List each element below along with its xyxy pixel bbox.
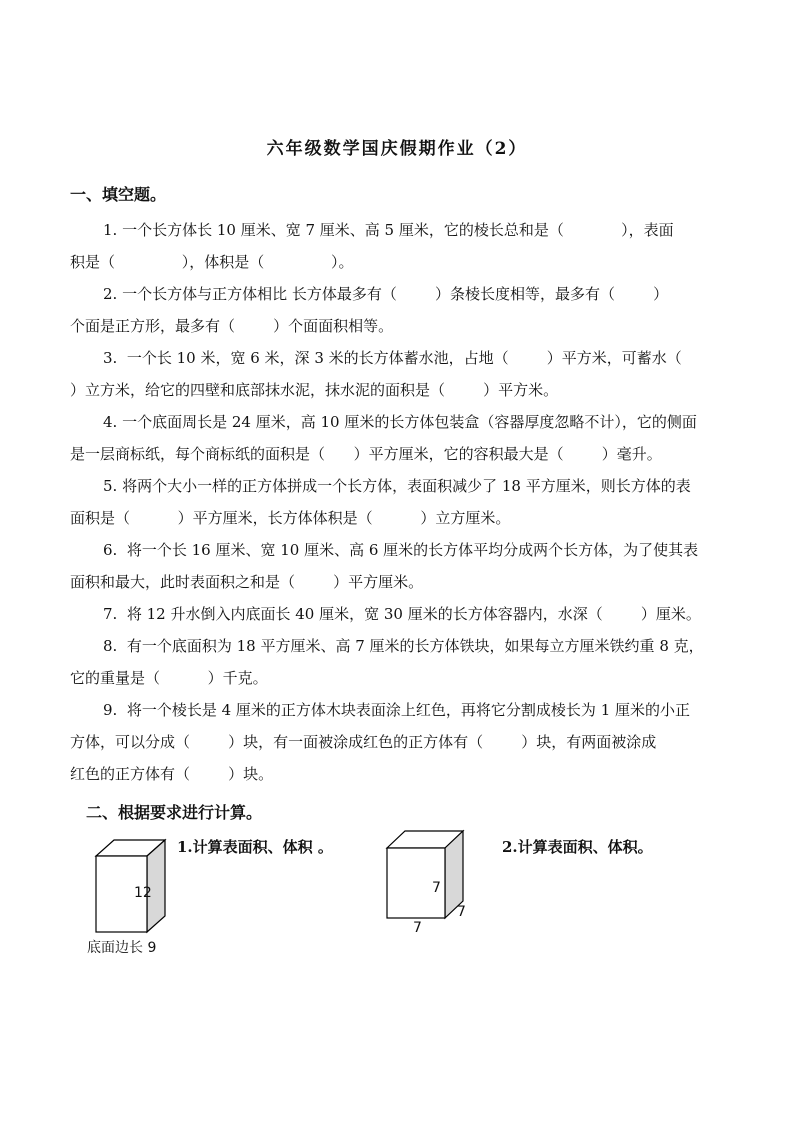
cube-height-label: 7	[432, 880, 441, 896]
question-line: ）立方米，给它的四壁和底部抹水泥，抹水泥的面积是（ ）平方米。	[70, 381, 559, 399]
section1-heading: 一、填空题。	[70, 185, 167, 204]
problem2-text: 2.计算表面积、体积。	[502, 838, 653, 856]
question-line: 面积是（ ）平方厘米，长方体体积是（ ）立方厘米。	[70, 509, 511, 527]
cube-figure-2	[383, 828, 467, 922]
question-line: 9. 将一个棱长是 4 厘米的正方体木块表面涂上红色，再将它分割成棱长为 1 厘米的小正	[103, 701, 691, 719]
question-line: 8. 有一个底面积为 18 平方厘米、高 7 厘米的长方体铁块，如果每立方厘米铁约重 8 克，	[103, 637, 704, 655]
question-line: 7. 将 12 升水倒入内底面长 40 厘米，宽 30 厘米的长方体容器内，水深（ ）厘米。	[103, 605, 701, 623]
question-line: 个面是正方形，最多有（ ）个面面积相等。	[70, 317, 394, 335]
problem1-text: 1.计算表面积、体积 。	[177, 838, 333, 856]
question-line: 积是（ ），体积是（ ）。	[70, 253, 354, 271]
question-line: 1. 一个长方体长 10 厘米、宽 7 厘米、高 5 厘米，它的棱长总和是（ ），表面	[103, 221, 674, 239]
prism-figure-1	[90, 836, 174, 936]
fill-in-questions	[70, 214, 722, 790]
question-line: 方体，可以分成（ ）块，有一面被涂成红色的正方体有（ ）块，有两面被涂成	[70, 733, 657, 751]
page-title: 六年级数学国庆假期作业（2）	[266, 139, 528, 159]
question-line: 它的重量是（ ）千克。	[70, 669, 268, 687]
section2-heading: 二、根据要求进行计算。	[86, 803, 263, 822]
question-line: 2. 一个长方体与正方体相比 长方体最多有（ ）条棱长度相等，最多有（ ）	[103, 285, 669, 303]
cube-depth-label: 7	[457, 904, 466, 920]
question-line: 5. 将两个大小一样的正方体拼成一个长方体，表面积减少了 18 平方厘米，则长方体的表	[103, 477, 691, 495]
question-line: 3. 一个长 10 米，宽 6 米，深 3 米的长方体蓄水池，占地（ ）平方米，可蓄水（	[103, 349, 682, 367]
question-line: 4. 一个底面周长是 24 厘米，高 10 厘米的长方体包装盒（容器厚度忽略不计），它的侧面	[103, 413, 697, 431]
question-line: 面积和最大，此时表面积之和是（ ）平方厘米。	[70, 573, 424, 591]
prism1-height-label: 12	[134, 885, 152, 901]
prism1-base-label: 底面边长 9	[87, 940, 157, 956]
question-line: 6. 将一个长 16 厘米、宽 10 厘米、高 6 厘米的长方体平均分成两个长方体，为了使其表	[103, 541, 699, 559]
question-line: 红色的正方体有（ ）块。	[70, 765, 274, 783]
question-line: 是一层商标纸，每个商标纸的面积是（ ）平方厘米，它的容积最大是（ ）毫升。	[70, 445, 662, 463]
cube-width-label: 7	[413, 920, 422, 936]
